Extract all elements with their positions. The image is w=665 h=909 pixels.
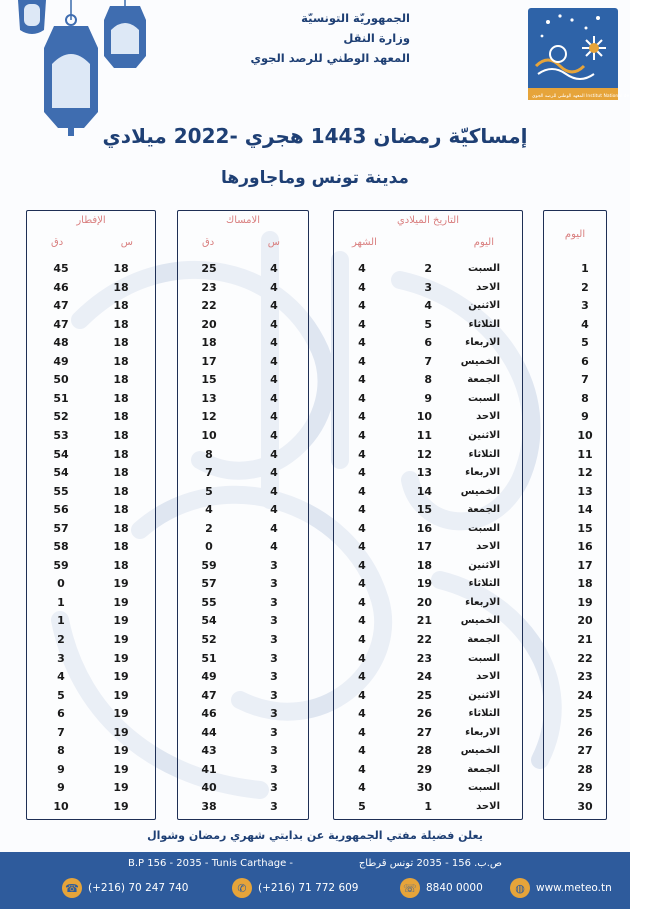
weekday-cell: الخميس bbox=[460, 745, 500, 757]
imsak-hour-subheader: س bbox=[267, 237, 280, 248]
imsak-minute-cell: 52 bbox=[201, 633, 217, 646]
weekday-cell: الجمعة bbox=[467, 504, 500, 516]
iftar-minute-cell: 50 bbox=[53, 373, 69, 387]
day-number-cell: 4 bbox=[581, 317, 589, 331]
gregorian-day-cell: 27 bbox=[416, 725, 432, 739]
iftar-hour-cell: 19 bbox=[113, 725, 129, 739]
imsak-hour-cell: 4 bbox=[270, 280, 278, 294]
gregorian-month-cell: 4 bbox=[358, 503, 366, 517]
gregorian-month-cell: 4 bbox=[358, 391, 366, 405]
gregorian-day-cell: 23 bbox=[416, 651, 432, 665]
phone-2 bbox=[232, 876, 359, 900]
iftar-hour-cell: 19 bbox=[113, 781, 129, 795]
iftar-minute-cell: 9 bbox=[57, 781, 65, 795]
gregorian-month-cell: 4 bbox=[358, 373, 366, 387]
day-number-cell: 11 bbox=[577, 447, 593, 461]
gregorian-month-cell: 4 bbox=[358, 577, 366, 591]
day-number-cell: 29 bbox=[577, 781, 593, 795]
imsak-minute-cell: 57 bbox=[201, 577, 217, 591]
imsak-minute-cell: 13 bbox=[201, 391, 217, 405]
imsak-minute-subheader: دق bbox=[202, 237, 215, 248]
gregorian-month-cell: 4 bbox=[358, 354, 366, 368]
weekday-cell: الثلاثاء bbox=[468, 578, 500, 590]
iftar-minute-cell: 45 bbox=[53, 262, 69, 275]
iftar-minute-cell: 10 bbox=[53, 799, 69, 813]
iftar-minute-cell: 1 bbox=[57, 595, 65, 609]
weekday-cell: الثلاثاء bbox=[468, 708, 500, 720]
iftar-hour-cell: 18 bbox=[113, 484, 129, 498]
day-number-cell: 22 bbox=[577, 651, 593, 665]
gregorian-day-cell: 2 bbox=[424, 262, 432, 275]
imsak-hour-cell: 4 bbox=[270, 373, 278, 387]
imsak-hour-cell: 4 bbox=[270, 540, 278, 554]
iftar-minute-cell: 54 bbox=[53, 466, 69, 480]
iftar-minute-cell: 5 bbox=[57, 688, 65, 702]
day-number-cell: 19 bbox=[577, 595, 593, 609]
logo-caption: المعهد الوطني للرصد الجوي Institut National de la Météorologie bbox=[532, 94, 665, 99]
iftar-minute-cell: 48 bbox=[53, 336, 69, 350]
imsak-minute-cell: 4 bbox=[205, 503, 213, 517]
gregorian-day-cell: 22 bbox=[416, 633, 432, 646]
day-number-cell: 18 bbox=[577, 577, 593, 591]
iftar-hour-cell: 18 bbox=[113, 280, 129, 294]
weekday-cell: الخميس bbox=[460, 485, 500, 497]
iftar-minute-cell: 57 bbox=[53, 521, 69, 535]
iftar-minute-cell: 0 bbox=[57, 577, 65, 591]
weekday-cell: السبت bbox=[467, 652, 500, 664]
gregorian-day-cell: 10 bbox=[416, 410, 432, 424]
iftar-minute-cell: 53 bbox=[53, 428, 69, 442]
lantern-icon bbox=[102, 4, 148, 70]
contact-row bbox=[0, 876, 630, 902]
day-number-cell: 1 bbox=[581, 262, 589, 275]
phone-icon: ☏ bbox=[400, 878, 420, 898]
fax-icon: ✆ bbox=[232, 878, 252, 898]
phone-icon: ☎ bbox=[62, 878, 82, 898]
imsak-hour-cell: 4 bbox=[270, 317, 278, 331]
gregorian-month-cell: 4 bbox=[358, 558, 366, 572]
iftar-minute-cell: 8 bbox=[57, 744, 65, 758]
iftar-minute-cell: 52 bbox=[53, 410, 69, 424]
imsak-hour-cell: 3 bbox=[270, 725, 278, 739]
iftar-hour-cell: 18 bbox=[113, 503, 129, 517]
globe-icon: ◍ bbox=[510, 878, 530, 898]
imsak-hour-cell: 3 bbox=[270, 799, 278, 813]
iftar-hour-cell: 19 bbox=[113, 762, 129, 776]
imsak-hour-cell: 4 bbox=[270, 428, 278, 442]
imsak-hour-cell: 4 bbox=[270, 354, 278, 368]
iftar-minute-subheader: دق bbox=[51, 237, 64, 248]
iftar-hour-cell: 19 bbox=[113, 577, 129, 591]
day-number-cell: 15 bbox=[577, 521, 593, 535]
iftar-hour-cell: 18 bbox=[113, 262, 129, 275]
weekday-cell: الثلاثاء bbox=[468, 318, 500, 330]
weekday-cell: الاثنين bbox=[468, 689, 500, 701]
iftar-minute-cell: 54 bbox=[53, 447, 69, 461]
day-number-cell: 7 bbox=[581, 373, 589, 387]
day-number-cell: 12 bbox=[577, 466, 593, 480]
imsak-minute-cell: 43 bbox=[201, 744, 217, 758]
iftar-hour-cell: 18 bbox=[113, 410, 129, 424]
imsak-minute-cell: 25 bbox=[201, 262, 217, 275]
gregorian-day-cell: 26 bbox=[416, 707, 432, 721]
imsak-minute-cell: 17 bbox=[201, 354, 217, 368]
weekday-subheader: اليوم bbox=[473, 237, 494, 248]
weekday-cell: السبت bbox=[467, 392, 500, 404]
iftar-hour-cell: 18 bbox=[113, 428, 129, 442]
gregorian-day-cell: 24 bbox=[416, 670, 432, 684]
imsak-hour-cell: 3 bbox=[270, 577, 278, 591]
imsak-minute-cell: 49 bbox=[201, 670, 217, 684]
imsak-hour-cell: 4 bbox=[270, 447, 278, 461]
imsak-hour-cell: 3 bbox=[270, 670, 278, 684]
inm-logo bbox=[528, 8, 665, 100]
day-number-cell: 6 bbox=[581, 354, 589, 368]
weekday-cell: السبت bbox=[467, 522, 500, 534]
weekday-cell: الاحد bbox=[476, 541, 500, 553]
gregorian-month-cell: 4 bbox=[358, 725, 366, 739]
gregorian-day-cell: 1 bbox=[424, 799, 432, 813]
imsak-minute-cell: 46 bbox=[201, 707, 217, 721]
address-row bbox=[0, 854, 630, 874]
day-number-cell: 28 bbox=[577, 762, 593, 776]
day-number-cell: 10 bbox=[577, 428, 593, 442]
gregorian-month-cell: 4 bbox=[358, 651, 366, 665]
iftar-hour-cell: 19 bbox=[113, 707, 129, 721]
weekday-cell: الاثنين bbox=[468, 300, 500, 312]
day-number-cell: 3 bbox=[581, 299, 589, 313]
iftar-hour-cell: 18 bbox=[113, 354, 129, 368]
imsak-minute-cell: 47 bbox=[201, 688, 217, 702]
gregorian-month-cell: 4 bbox=[358, 280, 366, 294]
iftar-hour-cell: 18 bbox=[113, 373, 129, 387]
iftar-hour-cell: 18 bbox=[113, 317, 129, 331]
ministry-name: وزارة النقل bbox=[343, 31, 410, 45]
day-number-cell: 2 bbox=[581, 280, 589, 294]
imsak-minute-cell: 2 bbox=[205, 521, 213, 535]
gregorian-month-cell: 4 bbox=[358, 317, 366, 331]
imsak-minute-cell: 51 bbox=[201, 651, 217, 665]
institution-header bbox=[180, 8, 410, 68]
gregorian-month-cell: 4 bbox=[358, 633, 366, 646]
imsak-hour-cell: 4 bbox=[270, 484, 278, 498]
imsak-header: الامساك bbox=[225, 215, 261, 226]
weekday-cell: الجمعة bbox=[467, 374, 500, 386]
republic-name: الجمهوريّة التونسيّة bbox=[301, 11, 410, 25]
imsak-minute-cell: 10 bbox=[201, 428, 217, 442]
gregorian-day-cell: 12 bbox=[416, 447, 432, 461]
iftar-minute-cell: 55 bbox=[53, 484, 69, 498]
imsak-minute-cell: 5 bbox=[205, 484, 213, 498]
weekday-cell: الاربعاء bbox=[465, 467, 500, 479]
city-subtitle: مدينة تونس وماجاورها bbox=[221, 168, 409, 188]
imsak-hour-cell: 4 bbox=[270, 410, 278, 424]
day-number-cell: 8 bbox=[581, 391, 589, 405]
imsak-minute-cell: 40 bbox=[201, 781, 217, 795]
gregorian-day-cell: 5 bbox=[424, 317, 432, 331]
phone-2-number: (+216) 71 772 609 bbox=[258, 882, 359, 894]
weekday-cell: الاحد bbox=[476, 281, 500, 293]
imsak-minute-cell: 38 bbox=[201, 799, 217, 813]
gregorian-month-cell: 4 bbox=[358, 762, 366, 776]
iftar-minute-cell: 46 bbox=[53, 280, 69, 294]
iftar-minute-cell: 9 bbox=[57, 762, 65, 776]
page-title: إمساكيّة رمضان 1443 هجري -2022 ميلادي bbox=[102, 124, 528, 148]
gregorian-month-cell: 4 bbox=[358, 707, 366, 721]
month-subheader: الشهر bbox=[352, 237, 377, 248]
imsak-hour-cell: 3 bbox=[270, 688, 278, 702]
weekday-cell: الاثنين bbox=[468, 429, 500, 441]
weekday-cell: الاحد bbox=[476, 671, 500, 683]
gregorian-month-cell: 4 bbox=[358, 540, 366, 554]
iftar-minute-cell: 1 bbox=[57, 614, 65, 628]
weekday-cell: السبت bbox=[467, 263, 500, 274]
imsak-minute-cell: 22 bbox=[201, 299, 217, 313]
weekday-cell: الخميس bbox=[460, 615, 500, 627]
day-number-cell: 9 bbox=[581, 410, 589, 424]
iftar-minute-cell: 51 bbox=[53, 391, 69, 405]
imsak-minute-cell: 44 bbox=[201, 725, 217, 739]
website-link[interactable]: www.meteo.tn bbox=[536, 882, 612, 894]
imsak-minute-cell: 20 bbox=[201, 317, 217, 331]
gregorian-day-cell: 3 bbox=[424, 280, 432, 294]
day-number-cell: 24 bbox=[577, 688, 593, 702]
gregorian-month-cell: 4 bbox=[358, 595, 366, 609]
gregorian-month-cell: 4 bbox=[358, 262, 366, 275]
iftar-minute-cell: 58 bbox=[53, 540, 69, 554]
imsak-hour-cell: 3 bbox=[270, 707, 278, 721]
gregorian-day-cell: 19 bbox=[416, 577, 432, 591]
website[interactable] bbox=[510, 876, 612, 900]
day-number-cell: 20 bbox=[577, 614, 593, 628]
gregorian-day-cell: 7 bbox=[424, 354, 432, 368]
gregorian-day-cell: 17 bbox=[416, 540, 432, 554]
gregorian-month-cell: 4 bbox=[358, 781, 366, 795]
weekday-cell: الاربعاء bbox=[465, 596, 500, 608]
imsak-minute-cell: 59 bbox=[201, 558, 217, 572]
imsak-hour-cell: 3 bbox=[270, 762, 278, 776]
iftar-hour-cell: 18 bbox=[113, 391, 129, 405]
imsak-minute-cell: 55 bbox=[201, 595, 217, 609]
iftar-hour-cell: 19 bbox=[113, 688, 129, 702]
imsak-hour-cell: 3 bbox=[270, 595, 278, 609]
phone-3 bbox=[400, 876, 483, 900]
imsak-hour-cell: 4 bbox=[270, 336, 278, 350]
weekday-cell: الثلاثاء bbox=[468, 448, 500, 460]
iftar-hour-cell: 19 bbox=[113, 595, 129, 609]
gregorian-month-cell: 4 bbox=[358, 466, 366, 480]
weekday-cell: الجمعة bbox=[467, 634, 500, 645]
sun-wave-logo-icon bbox=[528, 8, 618, 88]
gregorian-day-cell: 30 bbox=[416, 781, 432, 795]
iftar-minute-cell: 56 bbox=[53, 503, 69, 517]
imsak-minute-cell: 7 bbox=[205, 466, 213, 480]
iftar-minute-cell: 6 bbox=[57, 707, 65, 721]
day-number-cell: 17 bbox=[577, 558, 593, 572]
gregorian-day-cell: 15 bbox=[416, 503, 432, 517]
day-header: اليوم bbox=[564, 229, 586, 240]
gregorian-month-cell: 4 bbox=[358, 744, 366, 758]
day-number-cell: 25 bbox=[577, 707, 593, 721]
iftar-hour-cell: 18 bbox=[113, 299, 129, 313]
institute-name: المعهد الوطني للرصد الجوي bbox=[250, 51, 410, 65]
gregorian-day-cell: 11 bbox=[416, 428, 432, 442]
weekday-cell: الجمعة bbox=[467, 763, 500, 775]
iftar-hour-subheader: س bbox=[120, 237, 133, 248]
gregorian-day-cell: 28 bbox=[416, 744, 432, 758]
imsak-minute-cell: 18 bbox=[201, 336, 217, 350]
day-number-cell: 30 bbox=[577, 799, 593, 813]
iftar-minute-cell: 59 bbox=[53, 558, 69, 572]
gregorian-month-cell: 5 bbox=[358, 799, 366, 813]
gregorian-month-cell: 4 bbox=[358, 447, 366, 461]
lantern-icon bbox=[40, 14, 102, 136]
imsak-minute-cell: 23 bbox=[201, 280, 217, 294]
gregorian-day-cell: 20 bbox=[416, 595, 432, 609]
imsak-hour-cell: 4 bbox=[270, 299, 278, 313]
day-number-cell: 21 bbox=[577, 633, 593, 646]
imsak-minute-cell: 12 bbox=[201, 410, 217, 424]
weekday-cell: السبت bbox=[467, 782, 500, 794]
iftar-minute-cell: 4 bbox=[57, 670, 65, 684]
iftar-minute-cell: 47 bbox=[53, 317, 69, 331]
gregorian-month-cell: 4 bbox=[358, 521, 366, 535]
iftar-hour-cell: 18 bbox=[113, 336, 129, 350]
weekday-cell: الاحد bbox=[476, 411, 500, 423]
gregorian-day-cell: 6 bbox=[424, 336, 432, 350]
gregorian-day-cell: 25 bbox=[416, 688, 432, 702]
address-french: B.P 156 - 2035 - Tunis Carthage - bbox=[128, 858, 294, 869]
iftar-hour-cell: 19 bbox=[113, 651, 129, 665]
gregorian-month-cell: 4 bbox=[358, 336, 366, 350]
gregorian-month-cell: 4 bbox=[358, 670, 366, 684]
gregorian-header: التاريخ الميلادي bbox=[396, 215, 459, 226]
day-number-cell: 5 bbox=[581, 336, 589, 350]
gregorian-day-cell: 18 bbox=[416, 558, 432, 572]
iftar-hour-cell: 19 bbox=[113, 744, 129, 758]
gregorian-day-cell: 13 bbox=[416, 466, 432, 480]
iftar-hour-cell: 19 bbox=[113, 799, 129, 813]
phone-3-number: 8840 0000 bbox=[426, 882, 483, 894]
gregorian-month-cell: 4 bbox=[358, 614, 366, 628]
day-number-cell: 16 bbox=[577, 540, 593, 554]
imsak-hour-cell: 4 bbox=[270, 262, 278, 275]
weekday-cell: الاربعاء bbox=[465, 726, 500, 738]
weekday-cell: الخميس bbox=[460, 355, 500, 367]
iftar-minute-cell: 47 bbox=[53, 299, 69, 313]
imsak-hour-cell: 3 bbox=[270, 558, 278, 572]
iftar-column bbox=[26, 210, 156, 820]
iftar-minute-cell: 49 bbox=[53, 354, 69, 368]
gregorian-day-cell: 21 bbox=[416, 614, 432, 628]
gregorian-day-cell: 14 bbox=[416, 484, 432, 498]
iftar-hour-cell: 19 bbox=[113, 670, 129, 684]
iftar-hour-cell: 18 bbox=[113, 521, 129, 535]
day-number-cell: 14 bbox=[577, 503, 593, 517]
imsak-hour-cell: 4 bbox=[270, 521, 278, 535]
imsak-hour-cell: 4 bbox=[270, 391, 278, 405]
day-number-cell: 23 bbox=[577, 670, 593, 684]
weekday-cell: الاحد bbox=[476, 800, 500, 812]
gregorian-day-cell: 4 bbox=[424, 299, 432, 313]
phone-1 bbox=[62, 876, 189, 900]
iftar-hour-cell: 19 bbox=[113, 633, 129, 646]
iftar-minute-cell: 7 bbox=[57, 725, 65, 739]
iftar-hour-cell: 18 bbox=[113, 447, 129, 461]
gregorian-month-cell: 4 bbox=[358, 428, 366, 442]
weekday-cell: الاربعاء bbox=[465, 337, 500, 349]
gregorian-day-cell: 29 bbox=[416, 762, 432, 776]
imsak-minute-cell: 41 bbox=[201, 762, 217, 776]
gregorian-month-cell: 4 bbox=[358, 299, 366, 313]
imsak-hour-cell: 4 bbox=[270, 503, 278, 517]
iftar-header: الإفطار bbox=[76, 215, 106, 226]
imsak-hour-cell: 3 bbox=[270, 744, 278, 758]
imsak-hour-cell: 4 bbox=[270, 466, 278, 480]
gregorian-day-cell: 9 bbox=[424, 391, 432, 405]
iftar-minute-cell: 3 bbox=[57, 651, 65, 665]
imsak-minute-cell: 0 bbox=[205, 540, 213, 554]
iftar-hour-cell: 18 bbox=[113, 540, 129, 554]
gregorian-day-cell: 16 bbox=[416, 521, 432, 535]
day-number-cell: 26 bbox=[577, 725, 593, 739]
day-number-cell: 13 bbox=[577, 484, 593, 498]
phone-1-number: (+216) 70 247 740 bbox=[88, 882, 189, 894]
imsak-hour-cell: 3 bbox=[270, 633, 278, 646]
iftar-hour-cell: 18 bbox=[113, 466, 129, 480]
iftar-hour-cell: 18 bbox=[113, 558, 129, 572]
imsak-minute-cell: 8 bbox=[205, 447, 213, 461]
gregorian-month-cell: 4 bbox=[358, 484, 366, 498]
imsak-hour-cell: 3 bbox=[270, 651, 278, 665]
imsak-minute-cell: 54 bbox=[201, 614, 217, 628]
gregorian-month-cell: 4 bbox=[358, 688, 366, 702]
imsak-hour-cell: 3 bbox=[270, 614, 278, 628]
day-number-cell: 27 bbox=[577, 744, 593, 758]
imsak-minute-cell: 15 bbox=[201, 373, 217, 387]
mufti-notice: يعلن فضيلة مفتي الجمهورية عن بدايتي شهري رمضان وشوال bbox=[147, 829, 483, 842]
gregorian-day-cell: 8 bbox=[424, 373, 432, 387]
address-arabic: ص.ب. 156 - 2035 تونس قرطاج bbox=[358, 858, 502, 869]
weekday-cell: الاثنين bbox=[468, 559, 500, 571]
iftar-minute-cell: 2 bbox=[57, 633, 65, 646]
imsak-hour-cell: 3 bbox=[270, 781, 278, 795]
iftar-hour-cell: 19 bbox=[113, 614, 129, 628]
gregorian-month-cell: 4 bbox=[358, 410, 366, 424]
